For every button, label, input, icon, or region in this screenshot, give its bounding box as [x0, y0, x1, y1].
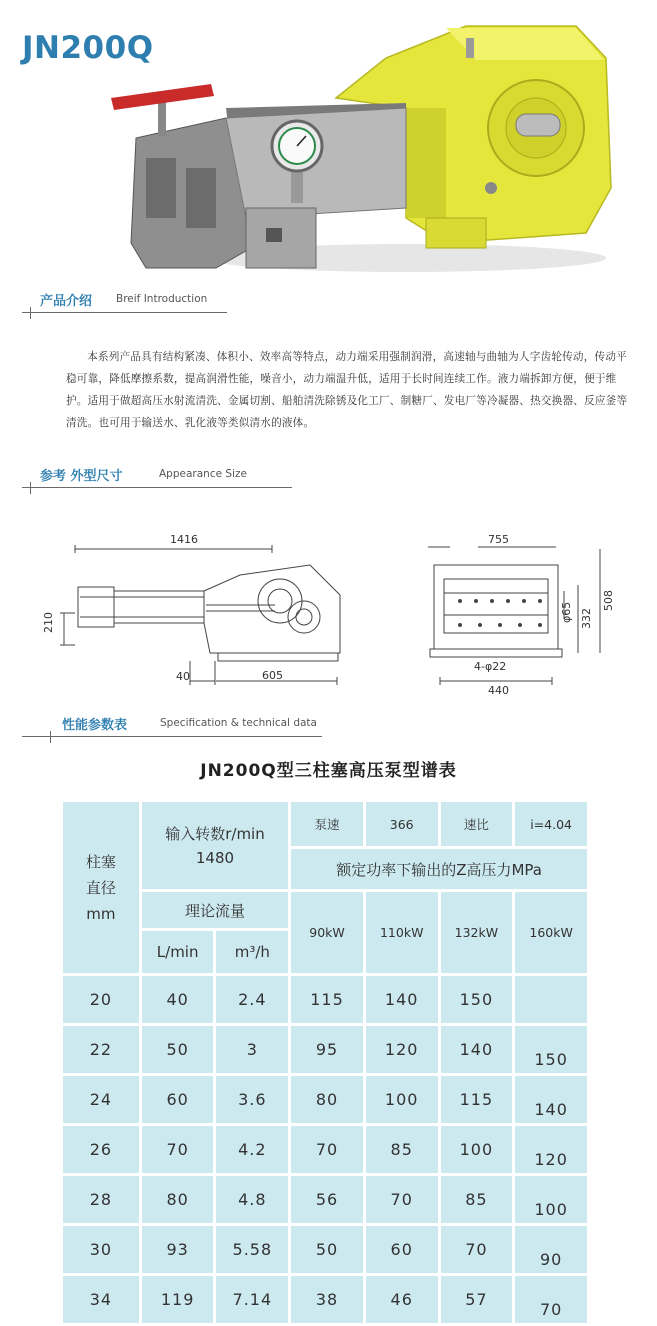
flow-lmin: 119 [142, 1276, 214, 1323]
pressure-160kw: 140 [515, 1076, 587, 1123]
power-110: 110kW [366, 892, 438, 973]
spec-table-title: JN200Q型三柱塞高压泵型谱表 [200, 761, 457, 781]
input-speed-cell: 输入转数r/min 1480 [142, 802, 288, 889]
flow-m3h: 4.2 [216, 1126, 288, 1173]
table-row [63, 1226, 587, 1273]
dim-shaft: φ65 [560, 601, 573, 623]
section-spec-subtitle: Specification & technical data [160, 717, 317, 729]
flow-lmin: 70 [142, 1126, 214, 1173]
flow-lmin: 50 [142, 1026, 214, 1073]
intro-paragraph: 本系列产品具有结构紧凑、体积小、效率高等特点，动力端采用强制润滑，高速轴与曲轴为人字齿轮传动，传动平稳可靠，降低摩擦系数，提高润滑性能，噪音小，动力端温升低，适用于长时间连续工作。液力端拆卸方便，便于维护。适用于做超高压水射流清洗、金属切割、船舶清洗除锈及化工厂、制糖厂、发电厂等冷凝器、热交换器、反应釜等清洗。也可用于输送水、乳化液等类似清水的液体。 [66, 351, 628, 429]
flow-header: 理论流量 [142, 892, 288, 928]
pressure-90kw: 50 [291, 1226, 363, 1273]
dim-offset: 40 [176, 670, 190, 683]
pressure-90kw: 38 [291, 1276, 363, 1323]
dim-total-height: 508 [602, 590, 615, 611]
plunger-diameter: 26 [63, 1126, 139, 1173]
pressure-160kw: 120 [515, 1126, 587, 1173]
flow-m3h: 4.8 [216, 1176, 288, 1223]
plunger-diameter: 30 [63, 1226, 139, 1273]
flow-lmin: 60 [142, 1076, 214, 1123]
section-size-header [22, 462, 638, 488]
dim-base: 605 [262, 669, 283, 682]
plunger-diameter: 34 [63, 1276, 139, 1323]
section-spec-header [22, 711, 638, 737]
spec-table-body [63, 976, 587, 1323]
dim-length: 1416 [170, 533, 198, 546]
model-title: JN200Q [22, 30, 154, 66]
pressure-132kw: 100 [441, 1126, 513, 1173]
pressure-110kw: 100 [366, 1076, 438, 1123]
flow-m3h: 3 [216, 1026, 288, 1073]
pressure-110kw: 140 [366, 976, 438, 1023]
pump-speed-value: 366 [366, 802, 438, 846]
pump-photo [106, 18, 616, 280]
pressure-160kw: 70 [515, 1276, 587, 1323]
section-intro-header [22, 287, 638, 313]
pressure-110kw: 120 [366, 1026, 438, 1073]
section-intro-subtitle: Breif Introduction [116, 293, 208, 305]
dim-width-top: 755 [488, 533, 509, 546]
table-row [63, 1026, 587, 1073]
pressure-132kw: 57 [441, 1276, 513, 1323]
pressure-90kw: 95 [291, 1026, 363, 1073]
pressure-110kw: 70 [366, 1176, 438, 1223]
section-intro-title: 产品介绍 [40, 294, 93, 309]
pressure-132kw: 115 [441, 1076, 513, 1123]
pressure-132kw: 70 [441, 1226, 513, 1273]
dim-holes: 4-φ22 [474, 660, 507, 673]
pressure-160kw: 90 [515, 1226, 587, 1273]
pressure-160kw: 100 [515, 1176, 587, 1223]
table-row [63, 1176, 587, 1223]
power-160: 160kW [515, 892, 587, 973]
table-row [63, 1126, 587, 1173]
power-132: 132kW [441, 892, 513, 973]
plunger-diameter: 24 [63, 1076, 139, 1123]
pressure-90kw: 80 [291, 1076, 363, 1123]
dim-height: 210 [42, 612, 55, 633]
section-spec-title: 性能参数表 [62, 718, 128, 733]
plunger-diameter: 22 [63, 1026, 139, 1073]
table-row [63, 976, 587, 1023]
power-90: 90kW [291, 892, 363, 973]
ratio-value: i=4.04 [515, 802, 587, 846]
pressure-132kw: 85 [441, 1176, 513, 1223]
unit-m3h: m³/h [216, 931, 288, 973]
table-row [63, 1076, 587, 1123]
flow-lmin: 40 [142, 976, 214, 1023]
section-size-title: 参考 外型尺寸 [40, 469, 123, 484]
pressure-132kw: 140 [441, 1026, 513, 1073]
pump-speed-label: 泵速 [291, 802, 363, 846]
plunger-diameter: 20 [63, 976, 139, 1023]
pressure-110kw: 60 [366, 1226, 438, 1273]
flow-m3h: 5.58 [216, 1226, 288, 1273]
flow-m3h: 2.4 [216, 976, 288, 1023]
flow-lmin: 93 [142, 1226, 214, 1273]
flow-m3h: 7.14 [216, 1276, 288, 1323]
dim-center: 332 [580, 608, 593, 629]
pressure-160kw: 150 [515, 1026, 587, 1073]
flow-lmin: 80 [142, 1176, 214, 1223]
plunger-diameter: 28 [63, 1176, 139, 1223]
dim-width-base: 440 [488, 684, 509, 697]
pressure-110kw: 85 [366, 1126, 438, 1173]
pressure-header: 额定功率下输出的Z高压力MPa [291, 849, 587, 889]
pressure-110kw: 46 [366, 1276, 438, 1323]
dimension-drawing [40, 505, 640, 697]
unit-lmin: L/min [142, 931, 214, 973]
section-size-subtitle: Appearance Size [159, 468, 247, 480]
pressure-132kw: 150 [441, 976, 513, 1023]
pressure-90kw: 70 [291, 1126, 363, 1173]
col-plunger-header: 柱塞 直径 mm [63, 802, 139, 973]
pressure-160kw [515, 976, 587, 1023]
spec-table [60, 799, 590, 1326]
flow-m3h: 3.6 [216, 1076, 288, 1123]
ratio-label: 速比 [441, 802, 513, 846]
pressure-90kw: 56 [291, 1176, 363, 1223]
pressure-90kw: 115 [291, 976, 363, 1023]
